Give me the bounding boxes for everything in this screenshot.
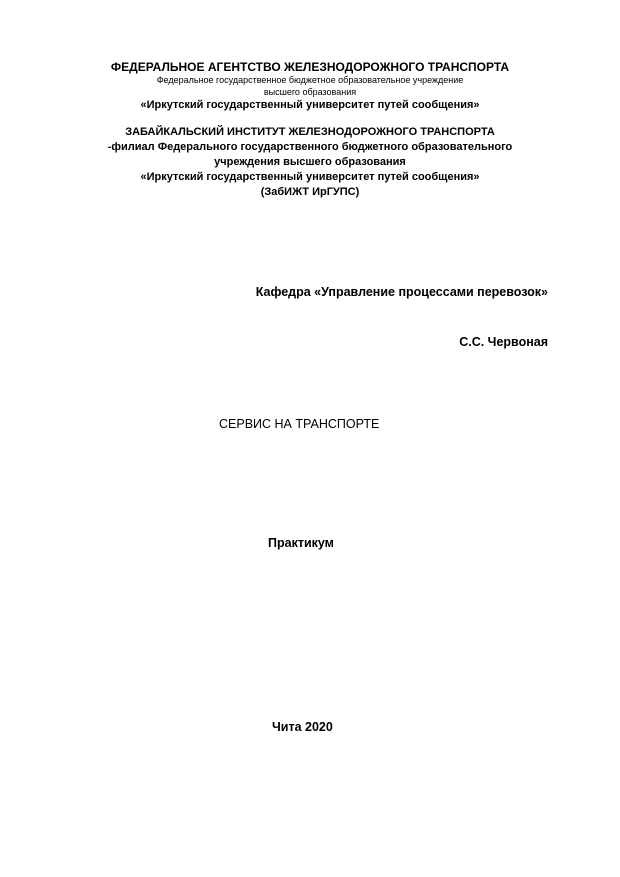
department-name: Кафедра «Управление процессами перевозок» xyxy=(255,285,548,299)
document-type: Практикум xyxy=(268,536,334,550)
branch-subtitle-line2: учреждения высшего образования xyxy=(214,156,406,168)
branch-university: «Иркутский государственный университет путей сообщения» xyxy=(140,171,480,183)
agency-name: ФЕДЕРАЛЬНОЕ АГЕНТСТВО ЖЕЛЕЗНОДОРОЖНОГО ТРАНСПОРТА xyxy=(110,60,510,74)
branch-subtitle-line1: -филиал Федерального государственного бюджетного образовательного xyxy=(107,141,513,153)
institution-type-line1: Федеральное государственное бюджетное образовательное учреждение xyxy=(156,75,464,85)
branch-name: ЗАБАЙКАЛЬСКИЙ ИНСТИТУТ ЖЕЛЕЗНОДОРОЖНОГО ТРАНСПОРТА xyxy=(125,126,495,138)
branch-abbreviation: (ЗабИЖТ ИрГУПС) xyxy=(260,186,360,198)
university-name: «Иркутский государственный университет путей сообщения» xyxy=(140,99,480,111)
document-title: СЕРВИС НА ТРАНСПОРТЕ xyxy=(219,417,380,431)
institution-type-line2: высшего образования xyxy=(263,87,357,97)
city-year: Чита 2020 xyxy=(272,720,333,734)
author-name: С.С. Червоная xyxy=(459,335,548,349)
